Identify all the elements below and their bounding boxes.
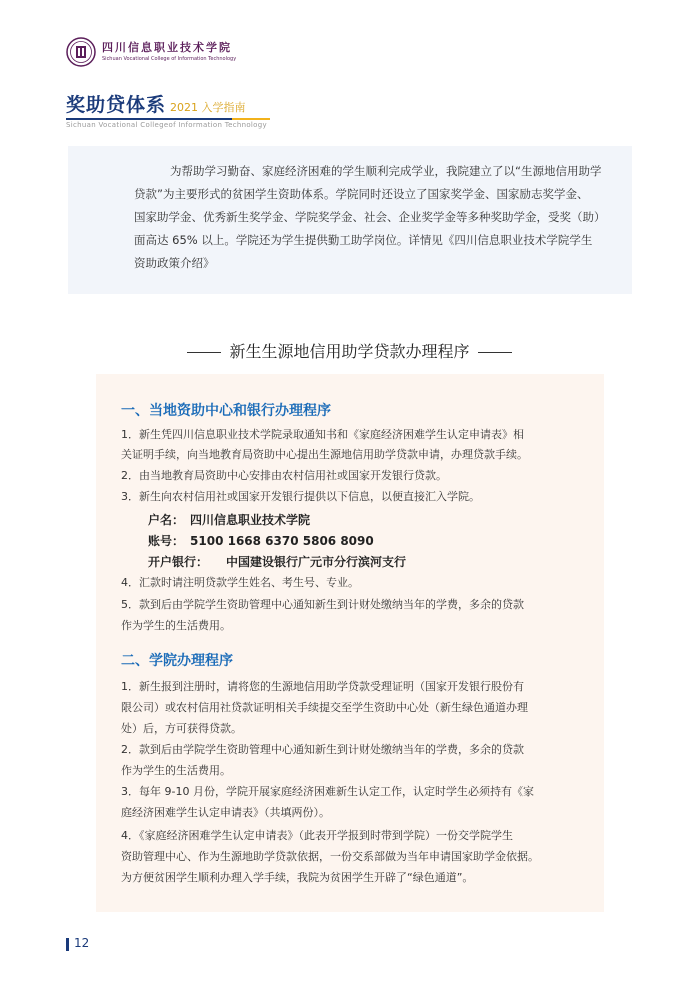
bank-row xyxy=(148,552,406,572)
page-number: 12 xyxy=(74,936,90,950)
intro-line-4: 面高达 65% 以上。学院还为学生提供勤工助学岗位。详情见《四川信息职业技术学院学生 xyxy=(134,233,593,247)
section-title-main: 奖助贷体系 xyxy=(66,94,167,116)
account-number-row xyxy=(148,531,374,551)
intro-box xyxy=(68,146,632,294)
page-header xyxy=(66,36,236,68)
part2-item2-line1: 2．款到后由学院学生资助管理中心通知新生到计财处缴纳当年的学费，多余的贷款 xyxy=(121,743,524,756)
intro-line-5: 资助政策介绍》 xyxy=(134,256,215,270)
part1-item4: 4．汇款时请注明贷款学生姓名、考生号、专业。 xyxy=(121,576,359,589)
part2-item1-line2: 限公司）或农村信用社贷款证明相关手续提交至学生资助中心处（新生绿色通道办理 xyxy=(121,701,528,714)
part2-item4-line2: 资助管理中心、作为生源地助学贷款依据，一份交系部做为当年申请国家助学金依据。 xyxy=(121,850,539,863)
part1-item5-line2: 作为学生的生活费用。 xyxy=(121,619,231,632)
part1-item2: 2．由当地教育局资助中心安排由农村信用社或国家开发银行贷款。 xyxy=(121,469,447,482)
part1-title: 一、当地资助中心和银行办理程序 xyxy=(121,403,331,419)
procedure-heading xyxy=(0,339,699,362)
title-underline-blue xyxy=(66,118,232,120)
part2-title: 二、学院办理程序 xyxy=(121,653,233,669)
part1-item1-line1: 1．新生凭四川信息职业技术学院录取通知书和《家庭经济困难学生认定申请表》相 xyxy=(121,428,524,441)
account-name-row xyxy=(148,510,310,530)
bank-value: 中国建设银行广元市分行滨河支行 xyxy=(226,555,407,569)
intro-line-2: 贷款”为主要形式的贫困学生资助体系。学院同时还设立了国家奖学金、国家励志奖学金、 xyxy=(134,187,589,201)
college-logo-icon xyxy=(66,37,96,67)
account-number-value: 5100 1668 6370 5806 8090 xyxy=(190,534,374,548)
part1-item5-line1: 5．款到后由学院学生资助管理中心通知新生到计财处缴纳当年的学费，多余的贷款 xyxy=(121,598,524,611)
section-title xyxy=(66,94,246,116)
part2-item1-line1: 1．新生报到注册时，请将您的生源地信用助学贷款受理证明（国家开发银行股份有 xyxy=(121,680,524,693)
part1-item3: 3．新生向农村信用社或国家开发银行提供以下信息，以便直接汇入学院。 xyxy=(121,490,480,503)
title-underline-gold xyxy=(232,118,270,120)
account-number-label: 账号： xyxy=(148,534,185,548)
part2-item1-line3: 处）后，方可获得贷款。 xyxy=(121,722,242,735)
account-name-label: 户名： xyxy=(148,513,185,527)
procedure-heading-text: 新生生源地信用助学贷款办理程序 xyxy=(229,342,470,361)
part2-item3-line2: 庭经济困难学生认定申请表》（共填两份）。 xyxy=(121,806,330,819)
intro-line-1: 为帮助学习勤奋、家庭经济困难的学生顺利完成学业，我院建立了以“生源地信用助学 xyxy=(170,164,602,178)
part2-item4-line3: 为方便贫困学生顺利办理入学手续，我院为贫困学生开辟了“绿色通道”。 xyxy=(121,871,474,884)
part2-item2-line2: 作为学生的生活费用。 xyxy=(121,764,231,777)
bank-label: 开户银行： xyxy=(148,555,209,569)
part2-item3-line1: 3．每年 9-10 月份，学院开展家庭经济困难新生认定工作，认定时学生必须持有《家 xyxy=(121,785,534,798)
college-name-en: Sichuan Vocational College of Information Technology xyxy=(102,56,237,62)
college-name-cn: 四川信息职业技术学院 xyxy=(102,41,232,54)
part2-item4-line1: 4．《家庭经济困难学生认定申请表》（此表开学报到时带到学院）一份交学院学生 xyxy=(121,829,513,842)
account-name-value: 四川信息职业技术学院 xyxy=(190,513,311,527)
heading-dash-right xyxy=(478,352,512,353)
intro-line-3: 国家助学金、优秀新生奖学金、学院奖学金、社会、企业奖学金等多种奖助学金，受奖（助） xyxy=(134,210,606,224)
section-title-english: Sichuan Vocational Collegeof Information Technology xyxy=(66,121,267,129)
part1-item1-line2: 关证明手续，向当地教育局资助中心提出生源地信用助学贷款申请，办理贷款手续。 xyxy=(121,448,528,461)
page-number-bar xyxy=(66,938,69,951)
section-title-sub: 2021 入学指南 xyxy=(170,101,246,114)
heading-dash-left xyxy=(187,352,221,353)
college-name-block xyxy=(102,41,236,63)
